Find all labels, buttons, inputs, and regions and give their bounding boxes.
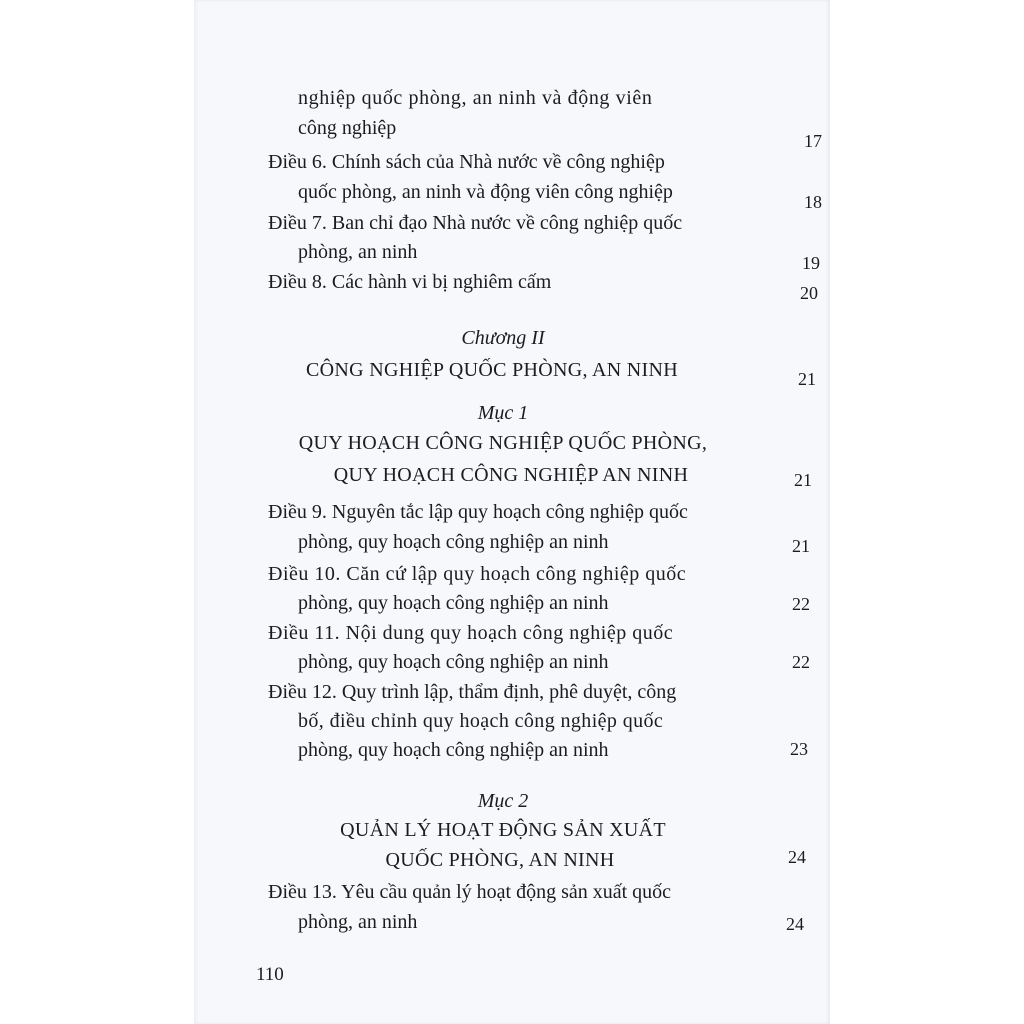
- toc-entry-line: quốc phòng, an ninh và động viên công nghiệp: [298, 181, 673, 203]
- toc-entry-line: Điều 9. Nguyên tắc lập quy hoạch công nghiệp quốc: [268, 501, 688, 523]
- toc-entry-line: công nghiệp: [298, 117, 397, 139]
- chapter-label: Chương II: [461, 327, 545, 349]
- page-number-footer: 110: [256, 964, 284, 985]
- section-label: Mục 2: [477, 790, 529, 812]
- toc-entry-line: bố, điều chỉnh quy hoạch công nghiệp quốc: [298, 710, 664, 732]
- toc-entry-line: Điều 11. Nội dung quy hoạch công nghiệp quốc: [268, 622, 674, 644]
- section-title-line: QUỐC PHÒNG, AN NINH: [385, 849, 615, 871]
- toc-entry-line: Điều 13. Yêu cầu quản lý hoạt động sản xuất quốc: [268, 881, 672, 903]
- toc-page-number: 22: [792, 594, 810, 614]
- toc-entry-line: phòng, quy hoạch công nghiệp an ninh: [298, 739, 609, 761]
- toc-page-number: 23: [790, 739, 808, 759]
- chapter-title: CÔNG NGHIỆP QUỐC PHÒNG, AN NINH: [306, 359, 678, 381]
- toc-page-number: 21: [792, 536, 810, 556]
- toc-entry-line: phòng, quy hoạch công nghiệp an ninh: [298, 531, 609, 553]
- toc-entry-line: Điều 8. Các hành vi bị nghiêm cấm: [268, 271, 552, 293]
- toc-entry-line: Điều 6. Chính sách của Nhà nước về công nghiệp: [268, 151, 665, 173]
- toc-entry-line: Điều 7. Ban chỉ đạo Nhà nước về công nghiệp quốc: [268, 212, 683, 234]
- toc-page-number: 24: [786, 914, 804, 934]
- toc-entry-line: nghiệp quốc phòng, an ninh và động viên: [298, 87, 653, 109]
- toc-entry-line: Điều 12. Quy trình lập, thẩm định, phê duyệt, công: [268, 681, 677, 703]
- toc-page-number: 17: [804, 131, 822, 151]
- toc-entry-line: Điều 10. Căn cứ lập quy hoạch công nghiệp quốc: [268, 563, 687, 585]
- section-label: Mục 1: [477, 402, 529, 424]
- toc-page-number: 19: [802, 253, 820, 273]
- toc-entry-line: phòng, quy hoạch công nghiệp an ninh: [298, 651, 609, 673]
- toc-page-number: 20: [800, 283, 818, 303]
- toc-entry-line: phòng, an ninh: [298, 911, 418, 933]
- section-title-line: QUẢN LÝ HOẠT ĐỘNG SẢN XUẤT: [340, 819, 666, 841]
- toc-page-number: 21: [794, 470, 812, 490]
- toc-page-number: 24: [788, 847, 806, 867]
- section-title-line: QUY HOẠCH CÔNG NGHIỆP AN NINH: [333, 464, 689, 486]
- toc-page-number: 18: [804, 192, 822, 212]
- section-title-line: QUY HOẠCH CÔNG NGHIỆP QUỐC PHÒNG,: [298, 432, 708, 454]
- toc-entry-line: phòng, quy hoạch công nghiệp an ninh: [298, 592, 609, 614]
- book-page: [194, 0, 830, 1024]
- toc-entry-line: phòng, an ninh: [298, 241, 418, 263]
- toc-page-number: 21: [798, 369, 816, 389]
- toc-page-number: 22: [792, 652, 810, 672]
